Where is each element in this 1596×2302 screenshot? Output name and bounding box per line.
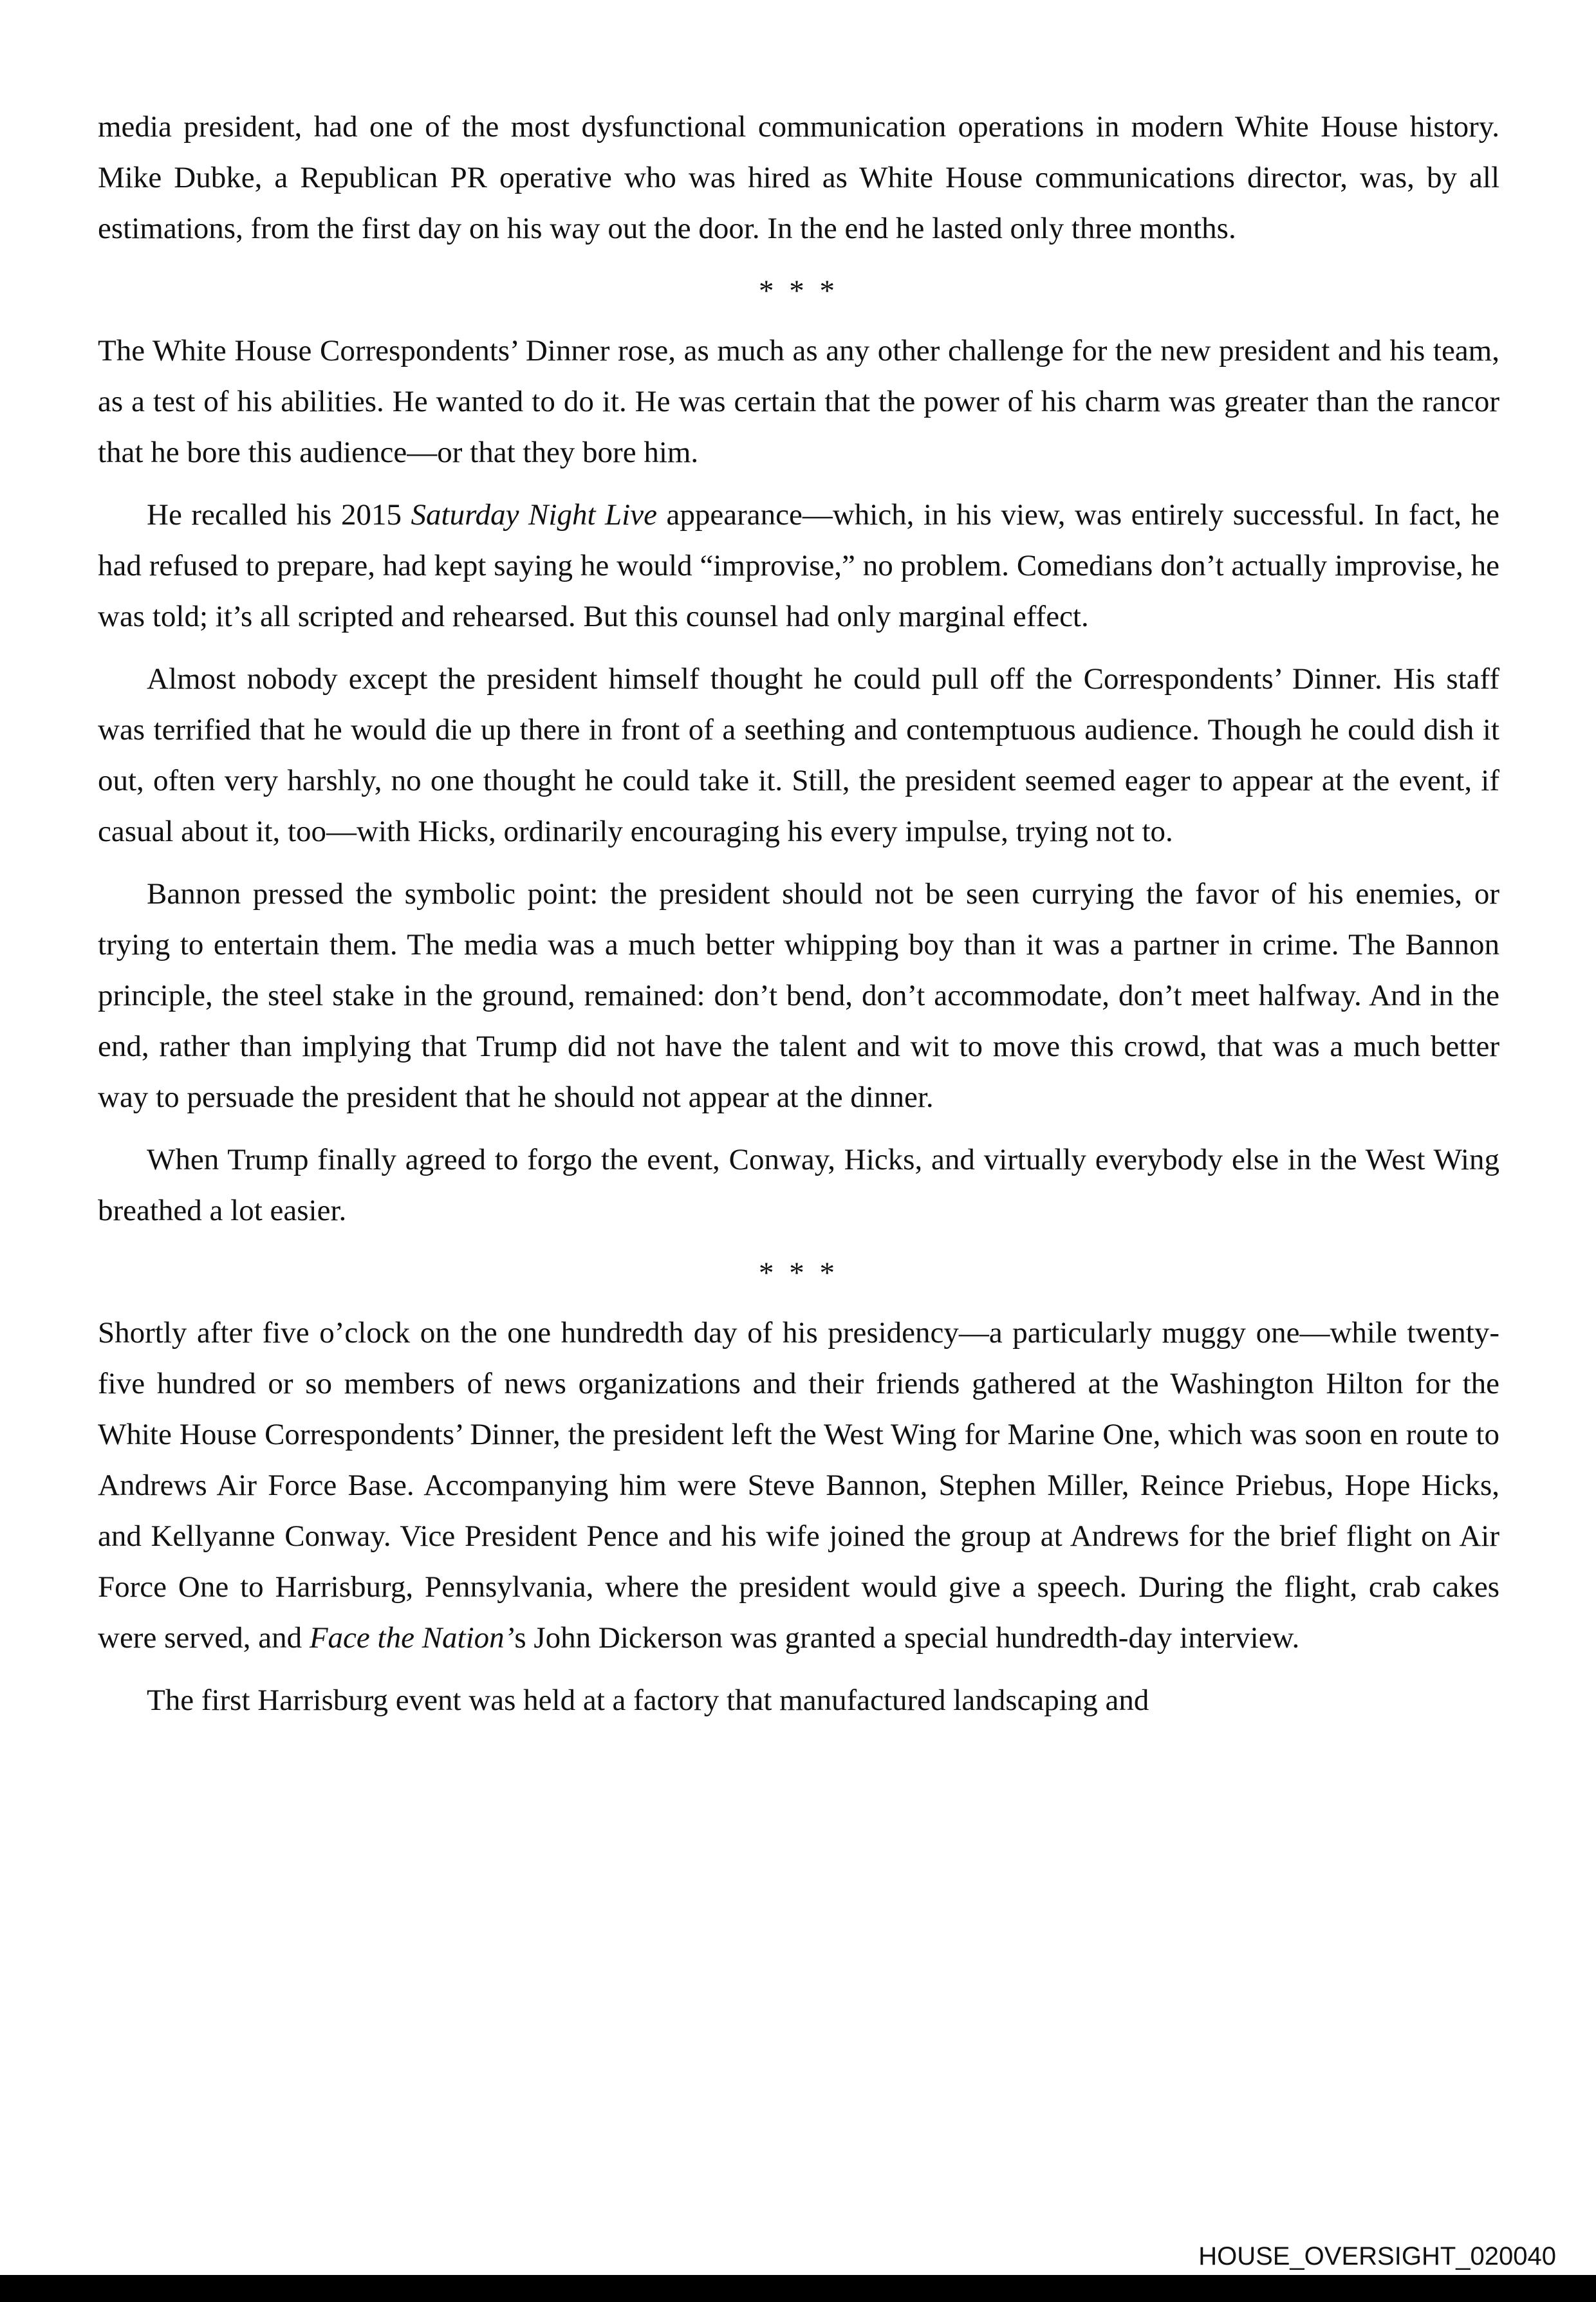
paragraph (98, 1308, 1499, 1664)
paragraph (98, 654, 1499, 857)
body-text: When Trump finally agreed to forgo the event, Conway, Hicks, and virtually everybody else in the West Wing breathed a lot easier. (98, 1143, 1499, 1227)
body-text: appearance—which, in his view, was entirely successful. In fact, he had refused to prepare, had kept saying he would “improvise,” no problem. Comedians don’t actually improvise, he was told; it’s all scripted and rehearsed. But this counsel had only marginal effect. (98, 498, 1499, 633)
body-text: The White House Correspondents’ Dinner rose, as much as any other challenge for the new president and his team, as a test of his abilities. He wanted to do it. He was certain that the power of his charm was greater than the rancor that he bore this audience—or that they bore him. (98, 334, 1499, 469)
body-text: He recalled his 2015 (147, 498, 411, 532)
section-break: * * * (759, 1256, 839, 1290)
bates-number: HOUSE_OVERSIGHT_020040 (1198, 2242, 1556, 2270)
scan-edge-bar (0, 2275, 1596, 2302)
body-text: media president, had one of the most dysfunctional communication operations in modern White House history. Mike Dubke, a Republican PR operative who was hired as White House communications director, was, by all estimations, from the first day on his way out the door. In the end he lasted only three months. (98, 110, 1499, 245)
body-text: s John Dickerson was granted a special hundredth-day interview. (514, 1621, 1300, 1655)
section-break: * * * (759, 274, 839, 308)
body-text: Almost nobody except the president himself thought he could pull off the Correspondents’ Dinner. His staff was terrified that he would die up there in front of a seething and contemptuous audience. Though he could dish it out, often very harshly, no one thought he could take it. Still, the president seemed eager to appear at the event, if casual about it, too—with Hicks, ordinarily encouraging his every impulse, trying not to. (98, 662, 1499, 848)
italic-text: Face the Nation’ (309, 1621, 515, 1655)
page-text (98, 102, 1499, 1738)
italic-text: Saturday Night Live (411, 498, 657, 532)
paragraph (98, 102, 1499, 254)
body-text: The first Harrisburg event was held at a factory that manufactured landscaping and (147, 1684, 1149, 1717)
paragraph (98, 326, 1499, 478)
paragraph (98, 869, 1499, 1123)
body-text: Bannon pressed the symbolic point: the president should not be seen currying the favor of his enemies, or trying to entertain them. The media was a much better whipping boy than it was a partner in crime. The Bannon principle, the steel stake in the ground, remained: don’t bend, don’t accommodate, don’t meet halfway. And in the end, rather than implying that Trump did not have the talent and wit to move this crowd, that was a much better way to persuade the president that he should not appear at the dinner. (98, 877, 1499, 1114)
body-text: Shortly after five o’clock on the one hundredth day of his presidency—a particularly muggy one—while twenty-five hundred or so members of news organizations and their friends gathered at the Washington Hilton for the White House Correspondents’ Dinner, the president left the West Wing for Marine One, which was soon en route to Andrews Air Force Base. Accompanying him were Steve Bannon, Stephen Miller, Reince Priebus, Hope Hicks, and Kellyanne Conway. Vice President Pence and his wife joined the group at Andrews for the brief flight on Air Force One to Harrisburg, Pennsylvania, where the president would give a speech. During the flight, crab cakes were served, and (98, 1316, 1499, 1655)
paragraph (98, 490, 1499, 642)
paragraph (98, 1135, 1499, 1236)
paragraph (98, 1675, 1499, 1726)
